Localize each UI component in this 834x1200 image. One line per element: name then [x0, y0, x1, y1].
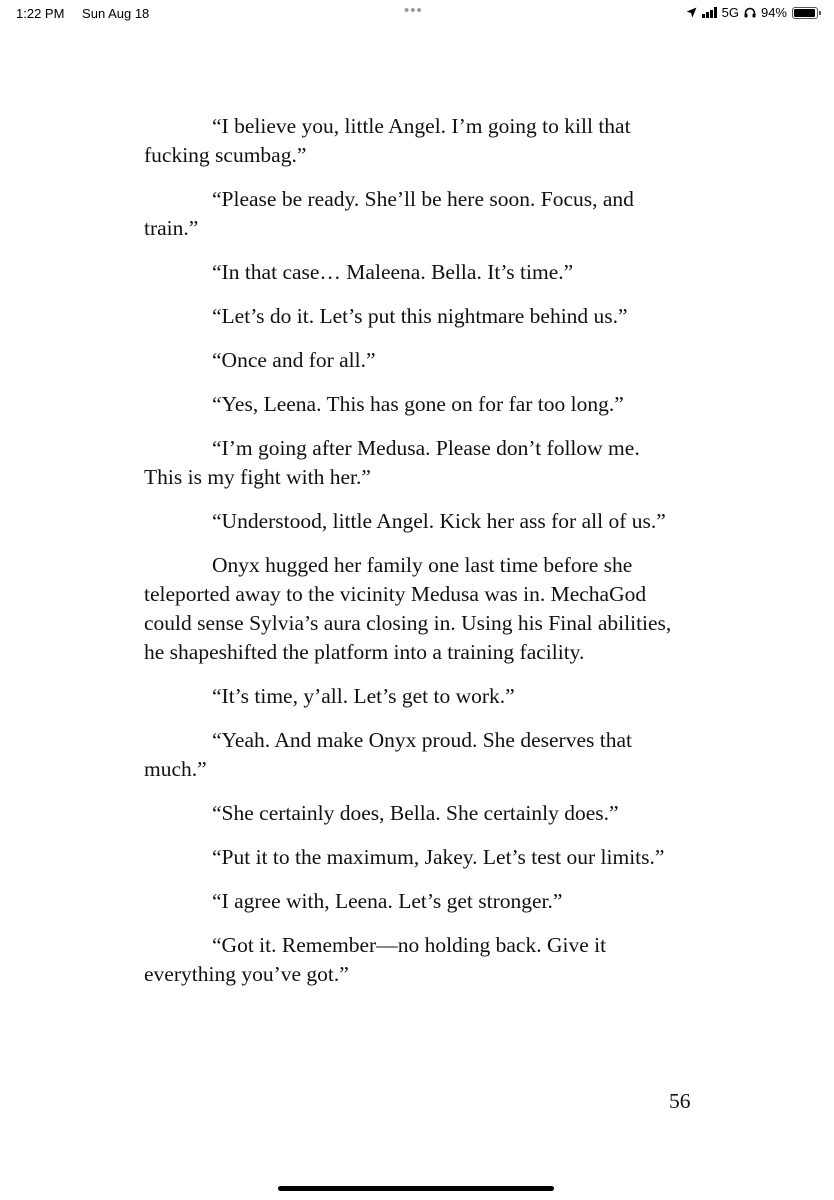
- battery-percent: 94%: [760, 5, 787, 20]
- paragraph: Onyx hugged her family one last time before she teleported away to the vicinity Medusa was in. MechaGod could sense Sylvia’s aura closing in. Using his Final abilities, he shapeshifted the platform into a training facility.: [144, 553, 672, 664]
- paragraph: “She certainly does, Bella. She certainly does.”: [212, 801, 619, 825]
- paragraph: “Got it. Remember—no holding back. Give it everything you’ve got.”: [144, 933, 607, 986]
- paragraph: “Once and for all.”: [212, 348, 376, 372]
- paragraph: “Yes, Leena. This has gone on for far too long.”: [212, 392, 624, 416]
- paragraph: “Let’s do it. Let’s put this nightmare behind us.”: [212, 304, 628, 328]
- status-date: Sun Aug 18: [82, 6, 150, 21]
- paragraph: “Please be ready. She’ll be here soon. Focus, and train.”: [144, 187, 634, 240]
- document-page-text: [144, 112, 674, 1004]
- paragraph: “Put it to the maximum, Jakey. Let’s test our limits.”: [212, 845, 665, 869]
- battery-level-fill: [794, 9, 815, 17]
- location-arrow-icon: [686, 7, 697, 18]
- page-number: 56: [669, 1089, 691, 1113]
- battery-icon: [792, 7, 818, 19]
- headphones-icon: [744, 7, 756, 18]
- status-right: [686, 5, 818, 20]
- paragraph: “Understood, little Angel. Kick her ass for all of us.”: [212, 509, 666, 533]
- home-indicator[interactable]: [278, 1186, 554, 1191]
- status-bar: [0, 0, 834, 30]
- network-type: 5G: [721, 5, 739, 20]
- status-time: 1:22 PM: [16, 6, 65, 21]
- paragraph: “It’s time, y’all. Let’s get to work.”: [212, 684, 515, 708]
- status-left: [16, 6, 149, 21]
- paragraph: “I agree with, Leena. Let’s get stronger.”: [212, 889, 563, 913]
- battery-tip: [819, 11, 821, 15]
- paragraph: “Yeah. And make Onyx proud. She deserves that much.”: [144, 728, 632, 781]
- paragraph: “I’m going after Medusa. Please don’t follow me. This is my fight with her.”: [144, 436, 640, 489]
- paragraph: “In that case… Maleena. Bella. It’s time.”: [212, 260, 574, 284]
- cellular-signal-icon: [702, 7, 717, 18]
- paragraph: “I believe you, little Angel. I’m going to kill that fucking scumbag.”: [144, 114, 631, 167]
- multitasking-dots-icon[interactable]: •••: [404, 2, 423, 19]
